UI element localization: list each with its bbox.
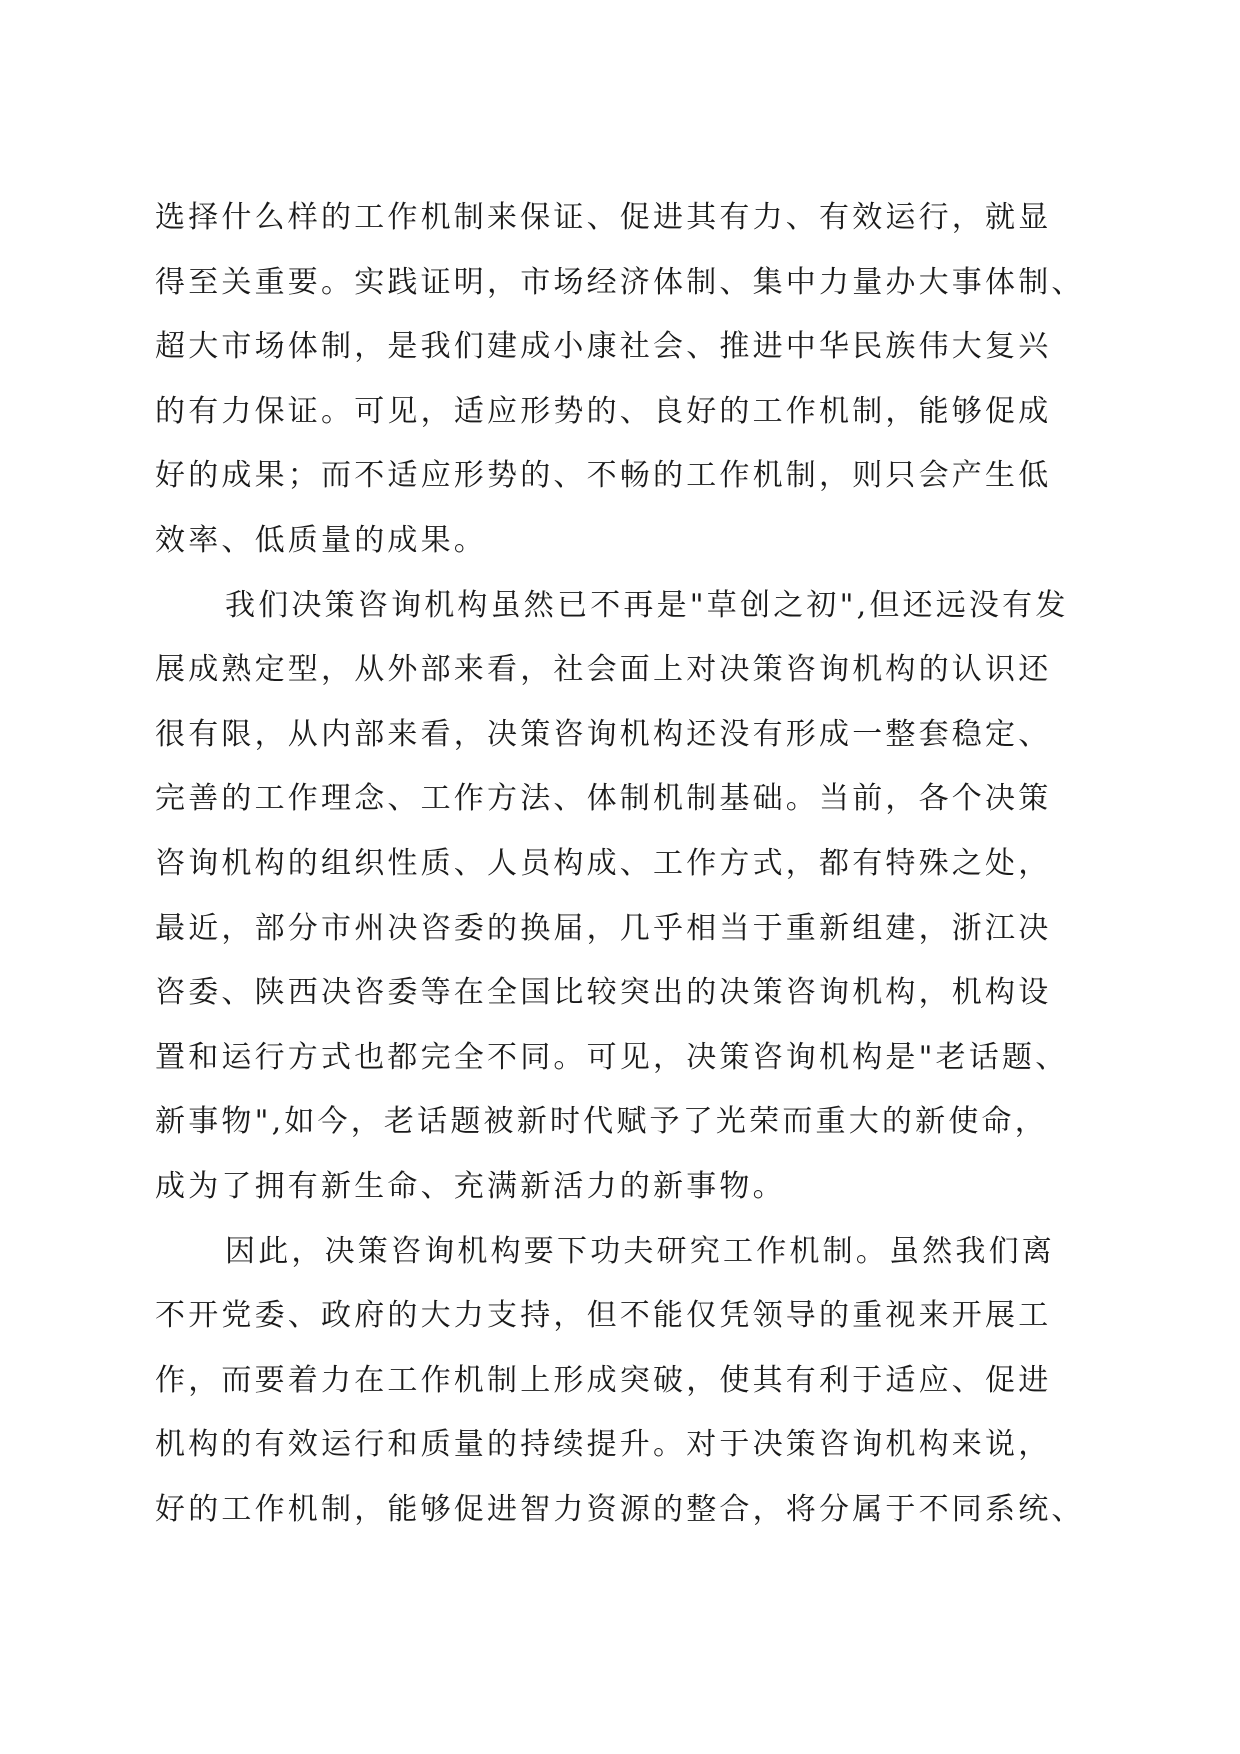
text-line: 作，而要着力在工作机制上形成突破，使其有利于适应、促进 bbox=[155, 1362, 1052, 1398]
text-line: 好的成果；而不适应形势的、不畅的工作机制，则只会产生低 bbox=[155, 458, 1052, 494]
text-line: 不开党委、政府的大力支持，但不能仅凭领导的重视来开展工 bbox=[155, 1298, 1052, 1334]
text-line: 咨委、陕西决咨委等在全国比较突出的决策咨询机构，机构设 bbox=[155, 975, 1052, 1011]
text-line: 机构的有效运行和质量的持续提升。对于决策咨询机构来说， bbox=[155, 1427, 1052, 1463]
text-line: 咨询机构的组织性质、人员构成、工作方式，都有特殊之处， bbox=[155, 845, 1052, 881]
paragraph-first-line: 我们决策咨询机构虽然已不再是"草创之初",但还远没有发 bbox=[225, 587, 1069, 623]
text-line: 成为了拥有新生命、充满新活力的新事物。 bbox=[155, 1168, 786, 1204]
text-line: 很有限，从内部来看，决策咨询机构还没有形成一整套稳定、 bbox=[155, 716, 1052, 752]
text-line: 最近，部分市州决咨委的换届，几乎相当于重新组建，浙江决 bbox=[155, 910, 1052, 946]
text-line: 完善的工作理念、工作方法、体制机制基础。当前，各个决策 bbox=[155, 781, 1052, 817]
paragraph-first-line: 因此，决策咨询机构要下功夫研究工作机制。虽然我们离 bbox=[225, 1233, 1055, 1269]
text-line: 超大市场体制，是我们建成小康社会、推进中华民族伟大复兴 bbox=[155, 329, 1052, 365]
text-line: 好的工作机制，能够促进智力资源的整合，将分属于不同系统、 bbox=[155, 1491, 1085, 1527]
text-line: 效率、低质量的成果。 bbox=[155, 522, 487, 558]
text-line: 新事物",如今，老话题被新时代赋予了光荣而重大的新使命， bbox=[155, 1104, 1048, 1140]
body-text bbox=[155, 186, 1115, 1542]
text-line: 展成熟定型，从外部来看，社会面上对决策咨询机构的认识还 bbox=[155, 652, 1052, 688]
text-line: 的有力保证。可见，适应形势的、良好的工作机制，能够促成 bbox=[155, 393, 1052, 429]
text-line: 置和运行方式也都完全不同。可见，决策咨询机构是"老话题、 bbox=[155, 1039, 1069, 1075]
text-line: 得至关重要。实践证明，市场经济体制、集中力量办大事体制、 bbox=[155, 264, 1085, 300]
text-line: 选择什么样的工作机制来保证、促进其有力、有效运行，就显 bbox=[155, 200, 1052, 235]
